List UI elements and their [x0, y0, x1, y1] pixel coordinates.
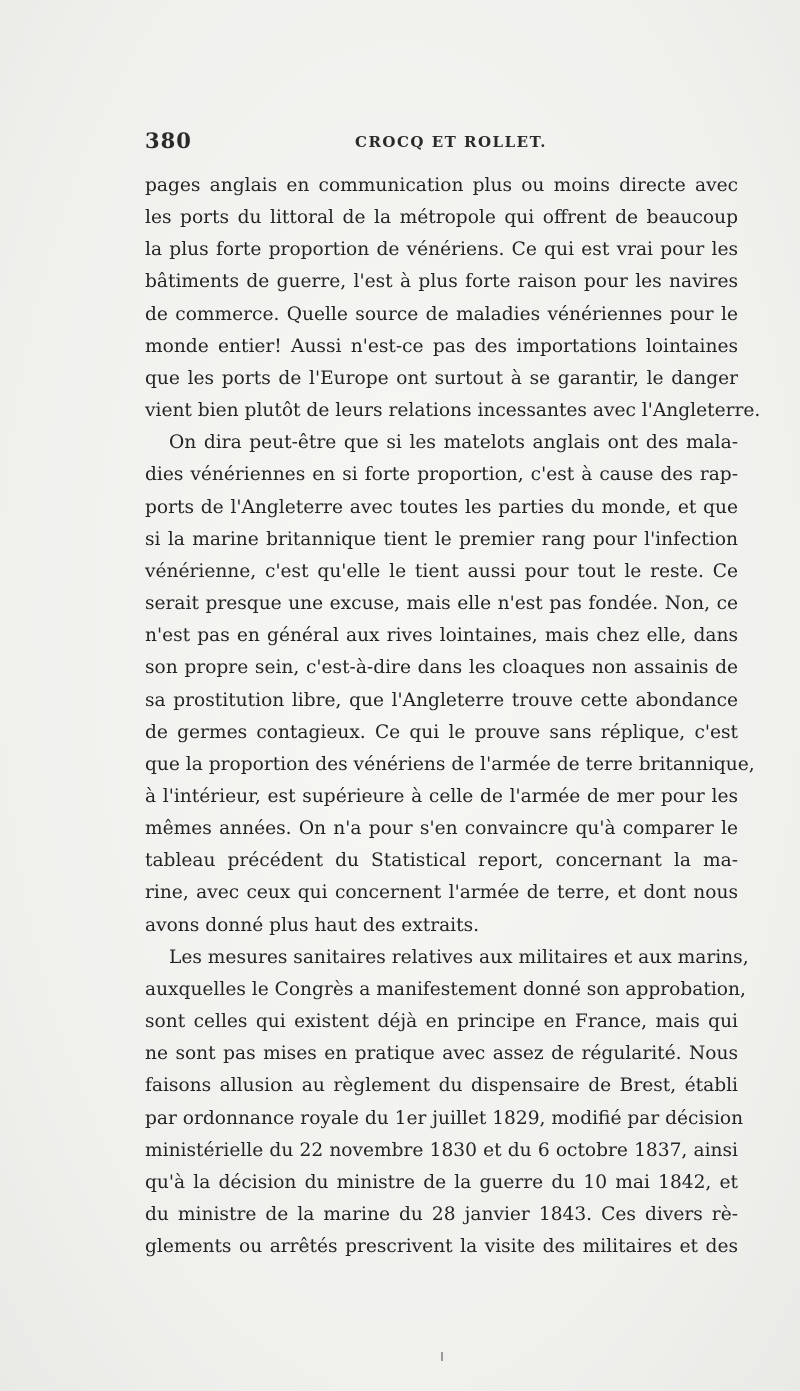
text-line: tableau précédent du Statistical report, concernant la ma- — [145, 850, 738, 872]
text-line: Les mesures sanitaires relatives aux militaires et aux marins, — [169, 946, 749, 968]
text-line: de germes contagieux. Ce qui le prouve sans réplique, c'est — [145, 721, 738, 743]
text-line: les ports du littoral de la métropole qui offrent de beaucoup — [145, 207, 738, 229]
text-line: serait presque une excuse, mais elle n'est pas fondée. Non, ce — [145, 593, 738, 615]
body-text — [145, 170, 761, 1263]
running-head: CROCQ ET ROLLET. — [355, 133, 548, 151]
text-line: que la proportion des vénériens de l'armée de terre britannique, — [145, 753, 755, 775]
paragraph — [145, 427, 755, 942]
text-line: ports de l'Angleterre avec toutes les parties du monde, et que — [145, 496, 738, 518]
text-line: dies vénériennes en si forte proportion, c'est à cause des rap- — [145, 464, 738, 486]
text-line: vient bien plutôt de leurs relations incessantes avec l'Angleterre. — [145, 400, 761, 422]
text-line: sont celles qui existent déjà en principe en France, mais qui — [145, 1011, 738, 1033]
text-line: avons donné plus haut des extraits. — [145, 914, 480, 936]
text-line: de commerce. Quelle source de maladies vénériennes pour le — [145, 303, 738, 325]
text-line: mêmes années. On n'a pour s'en convaincre qu'à comparer le — [145, 818, 738, 840]
text-line: que les ports de l'Europe ont surtout à se garantir, le danger — [145, 367, 738, 389]
text-line: glements ou arrêtés prescrivent la visite des militaires et des — [145, 1236, 738, 1258]
text-line: qu'à la décision du ministre de la guerre du 10 mai 1842, et — [145, 1171, 738, 1193]
text-line: On dira peut-être que si les matelots anglais ont des mala- — [169, 432, 738, 454]
text-line: ne sont pas mises en pratique avec assez de régularité. Nous — [145, 1043, 738, 1065]
text-line: pages anglais en communication plus ou moins directe avec — [145, 175, 738, 196]
text-line: ministérielle du 22 novembre 1830 et du 6 octobre 1837, ainsi — [145, 1139, 738, 1161]
page-number: 380 — [145, 128, 192, 153]
page-header — [145, 128, 735, 162]
text-line: à l'intérieur, est supérieure à celle de l'armée de mer pour les — [145, 785, 738, 807]
text-line: faisons allusion au règlement du dispensaire de Brest, établi — [145, 1075, 738, 1097]
text-line: sa prostitution libre, que l'Angleterre trouve cette abondance — [145, 689, 738, 711]
text-line: par ordonnance royale du 1er juillet 1829, modifié par décision — [145, 1107, 744, 1129]
text-line: n'est pas en général aux rives lointaines, mais chez elle, dans — [145, 625, 738, 647]
text-line: si la marine britannique tient le premier rang pour l'infection — [145, 528, 738, 550]
text-line: monde entier! Aussi n'est-ce pas des importations lointaines — [145, 335, 738, 357]
text-line: du ministre de la marine du 28 janvier 1843. Ces divers rè- — [145, 1204, 738, 1225]
text-line: rine, avec ceux qui concernent l'armée de terre, et dont nous — [145, 882, 738, 904]
text-line: bâtiments de guerre, l'est à plus forte raison pour les navires — [145, 271, 738, 293]
text-line: vénérienne, c'est qu'elle le tient aussi pour tout le reste. Ce — [145, 560, 738, 582]
paragraph — [145, 170, 761, 427]
text-line: la plus forte proportion de vénériens. Ce qui est vrai pour les — [145, 239, 738, 261]
margin-mark — [441, 1352, 443, 1361]
text-line: son propre sein, c'est-à-dire dans les cloaques non assainis de — [145, 657, 738, 679]
text-line: auxquelles le Congrès a manifestement donné son approbation, — [145, 978, 746, 1000]
paragraph — [145, 942, 749, 1264]
